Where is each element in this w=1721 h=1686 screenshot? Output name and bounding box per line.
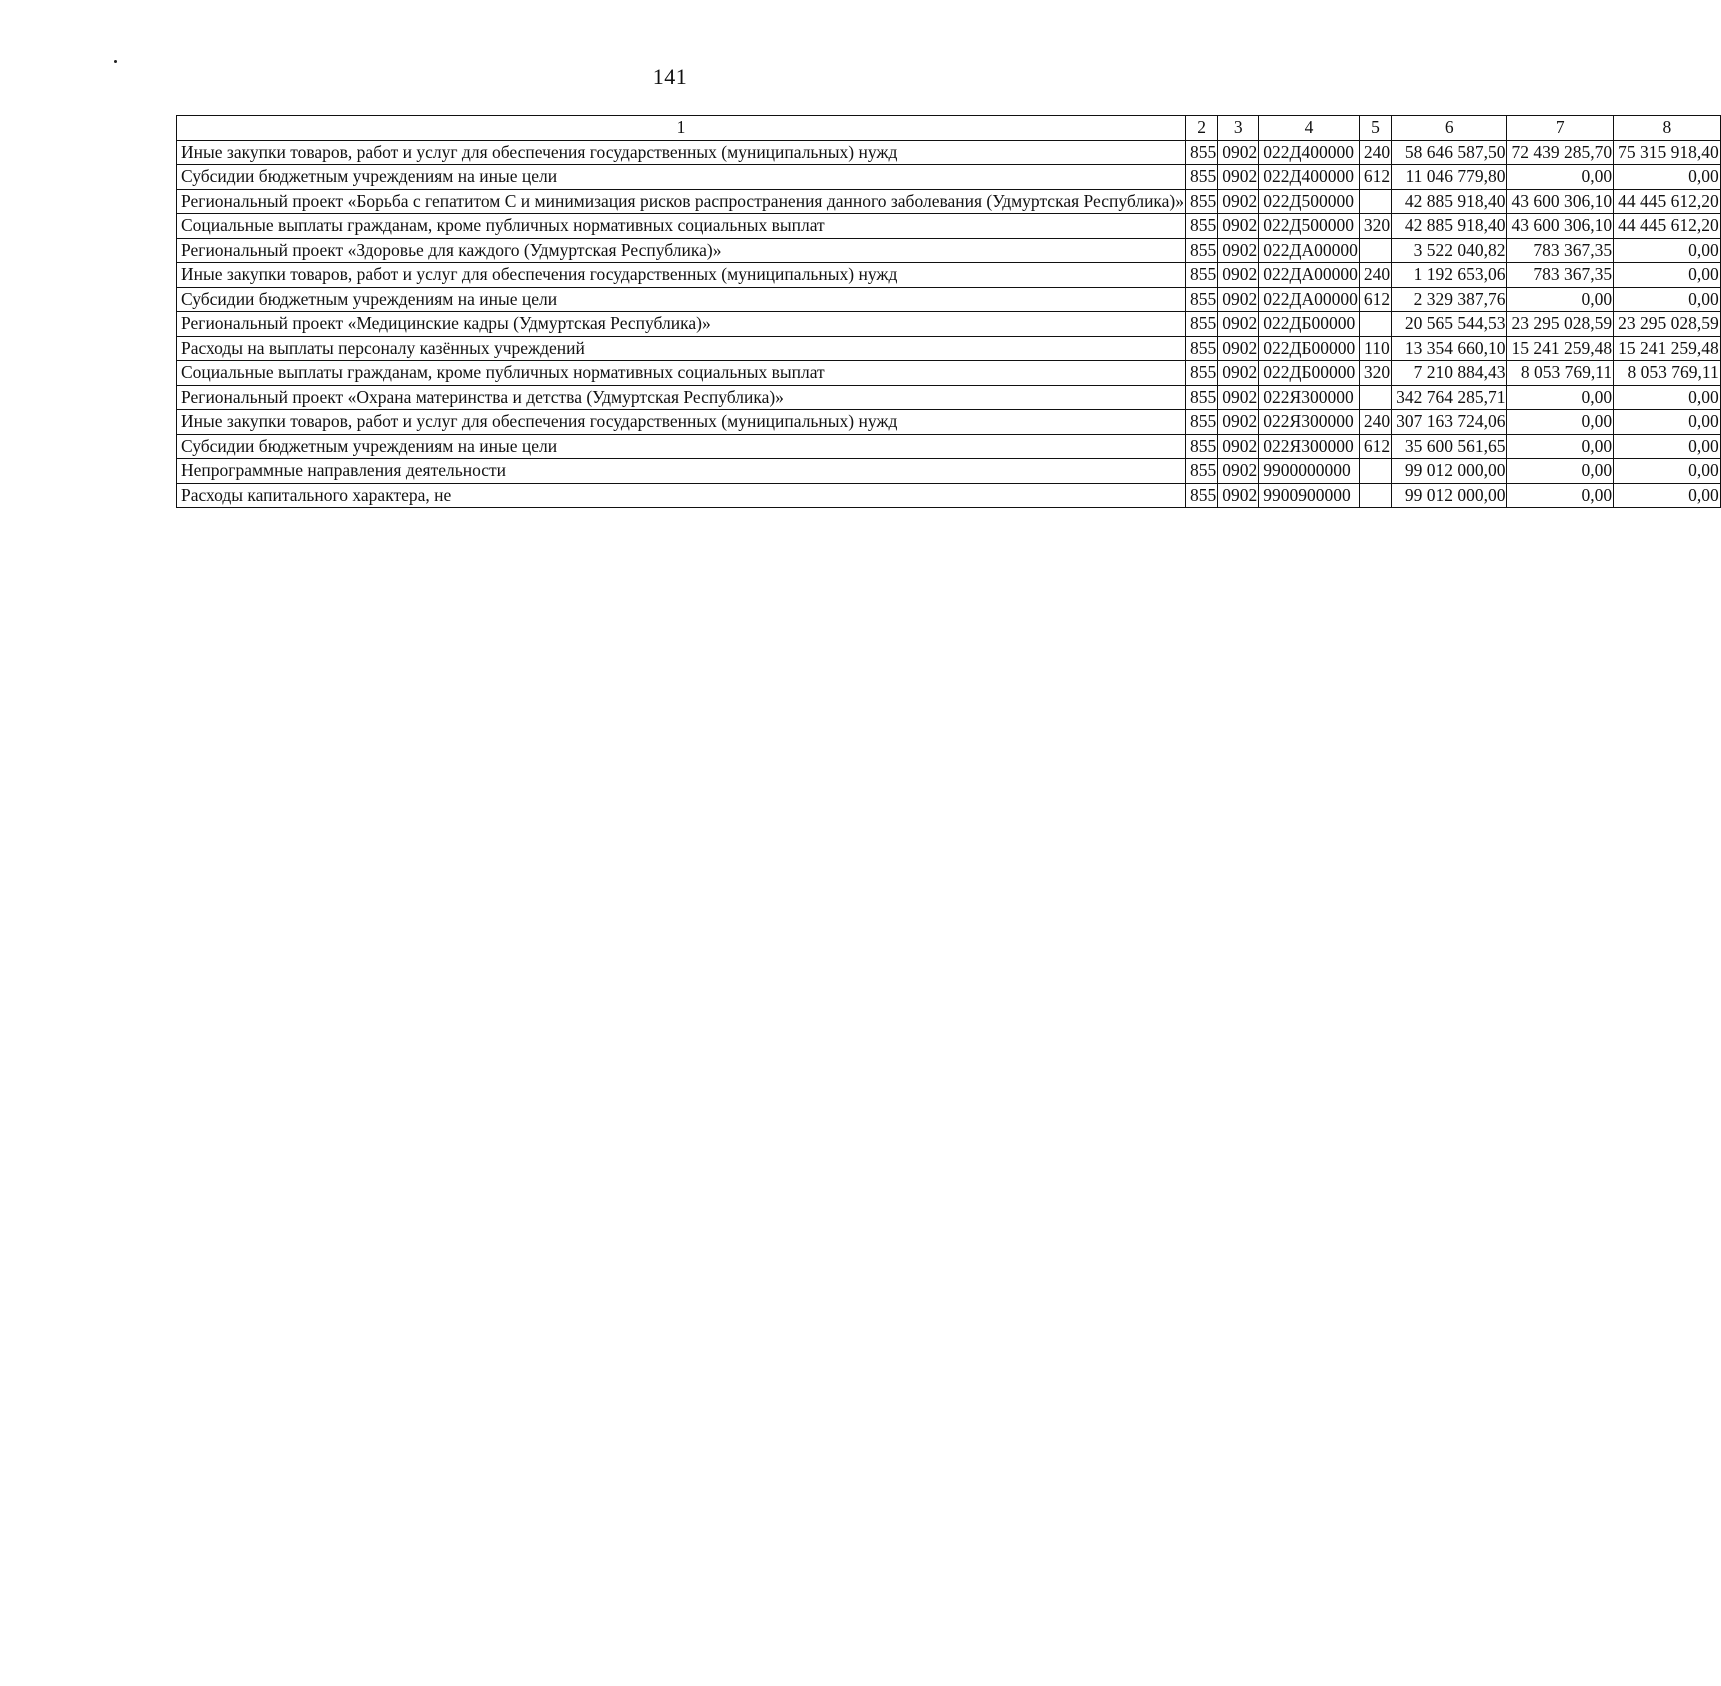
row-expense-type	[1359, 189, 1391, 214]
row-section-code: 0902	[1218, 238, 1259, 263]
table-row	[177, 287, 1721, 312]
row-ministry-code: 855	[1186, 263, 1218, 288]
table-row	[177, 263, 1721, 288]
row-expense-type: 110	[1359, 336, 1391, 361]
table-row	[177, 483, 1721, 508]
row-expense-type	[1359, 483, 1391, 508]
row-amount-6: 2 329 387,76	[1392, 287, 1507, 312]
row-section-code: 0902	[1218, 336, 1259, 361]
row-section-code: 0902	[1218, 189, 1259, 214]
row-ministry-code: 855	[1186, 214, 1218, 239]
row-amount-6: 307 163 724,06	[1392, 410, 1507, 435]
row-amount-7: 23 295 028,59	[1507, 312, 1614, 337]
page-number: 141	[652, 64, 688, 89]
row-amount-8: 0,00	[1614, 287, 1721, 312]
row-amount-6: 99 012 000,00	[1392, 483, 1507, 508]
row-amount-8: 0,00	[1614, 459, 1721, 484]
scan-dot	[114, 60, 117, 63]
row-section-code: 0902	[1218, 459, 1259, 484]
row-amount-7: 0,00	[1507, 287, 1614, 312]
row-amount-6: 13 354 660,10	[1392, 336, 1507, 361]
row-ministry-code: 855	[1186, 361, 1218, 386]
table-row	[177, 385, 1721, 410]
row-amount-8: 0,00	[1614, 483, 1721, 508]
row-section-code: 0902	[1218, 312, 1259, 337]
row-target-code: 022Я300000	[1259, 410, 1360, 435]
table-row	[177, 140, 1721, 165]
row-amount-7: 15 241 259,48	[1507, 336, 1614, 361]
table-row	[177, 459, 1721, 484]
row-amount-7: 72 439 285,70	[1507, 140, 1614, 165]
row-ministry-code: 855	[1186, 483, 1218, 508]
header-col-8: 8	[1614, 116, 1721, 141]
row-amount-8: 0,00	[1614, 263, 1721, 288]
row-amount-6: 99 012 000,00	[1392, 459, 1507, 484]
row-target-code: 022Я300000	[1259, 385, 1360, 410]
row-target-code: 022ДА00000	[1259, 238, 1360, 263]
row-amount-6: 7 210 884,43	[1392, 361, 1507, 386]
row-amount-7: 0,00	[1507, 410, 1614, 435]
row-expense-type: 240	[1359, 410, 1391, 435]
row-section-code: 0902	[1218, 361, 1259, 386]
row-amount-6: 342 764 285,71	[1392, 385, 1507, 410]
row-section-code: 0902	[1218, 434, 1259, 459]
row-amount-6: 20 565 544,53	[1392, 312, 1507, 337]
row-ministry-code: 855	[1186, 165, 1218, 190]
row-amount-8: 23 295 028,59	[1614, 312, 1721, 337]
row-amount-6: 35 600 561,65	[1392, 434, 1507, 459]
row-target-code: 022ДА00000	[1259, 287, 1360, 312]
row-section-code: 0902	[1218, 165, 1259, 190]
row-amount-6: 58 646 587,50	[1392, 140, 1507, 165]
row-amount-7: 0,00	[1507, 483, 1614, 508]
header-col-4: 4	[1259, 116, 1360, 141]
row-name: Региональный проект «Здоровье для каждого (Удмуртская Республика)»	[177, 238, 1186, 263]
row-expense-type: 612	[1359, 165, 1391, 190]
row-amount-8: 8 053 769,11	[1614, 361, 1721, 386]
row-target-code: 022Д400000	[1259, 165, 1360, 190]
row-target-code: 022Д500000	[1259, 214, 1360, 239]
row-target-code: 022ДА00000	[1259, 263, 1360, 288]
row-section-code: 0902	[1218, 263, 1259, 288]
table-row	[177, 434, 1721, 459]
row-name: Расходы на выплаты персоналу казённых учреждений	[177, 336, 1186, 361]
row-target-code: 9900000000	[1259, 459, 1360, 484]
row-amount-8: 0,00	[1614, 410, 1721, 435]
row-name: Иные закупки товаров, работ и услуг для обеспечения государственных (муниципальных) нужд	[177, 410, 1186, 435]
table-body	[177, 140, 1721, 508]
row-amount-7: 43 600 306,10	[1507, 189, 1614, 214]
row-ministry-code: 855	[1186, 385, 1218, 410]
row-expense-type	[1359, 238, 1391, 263]
row-expense-type: 320	[1359, 361, 1391, 386]
row-expense-type: 612	[1359, 434, 1391, 459]
row-ministry-code: 855	[1186, 238, 1218, 263]
row-target-code: 022Д400000	[1259, 140, 1360, 165]
header-col-1: 1	[177, 116, 1186, 141]
row-ministry-code: 855	[1186, 189, 1218, 214]
budget-table	[176, 115, 1721, 508]
row-amount-7: 783 367,35	[1507, 238, 1614, 263]
row-name: Иные закупки товаров, работ и услуг для обеспечения государственных (муниципальных) нужд	[177, 263, 1186, 288]
row-section-code: 0902	[1218, 214, 1259, 239]
row-ministry-code: 855	[1186, 140, 1218, 165]
table-row	[177, 238, 1721, 263]
row-amount-6: 42 885 918,40	[1392, 214, 1507, 239]
row-amount-7: 0,00	[1507, 385, 1614, 410]
row-amount-7: 0,00	[1507, 165, 1614, 190]
table-row	[177, 312, 1721, 337]
row-amount-6: 42 885 918,40	[1392, 189, 1507, 214]
row-name: Непрограммные направления деятельности	[177, 459, 1186, 484]
row-target-code: 022ДБ00000	[1259, 312, 1360, 337]
table-row	[177, 165, 1721, 190]
table-row	[177, 214, 1721, 239]
row-amount-8: 0,00	[1614, 385, 1721, 410]
row-amount-8: 44 445 612,20	[1614, 214, 1721, 239]
header-row	[177, 116, 1721, 141]
row-expense-type: 612	[1359, 287, 1391, 312]
row-amount-6: 11 046 779,80	[1392, 165, 1507, 190]
row-section-code: 0902	[1218, 483, 1259, 508]
row-expense-type: 240	[1359, 263, 1391, 288]
row-name: Региональный проект «Борьба с гепатитом С и минимизация рисков распространения данного заболевания (Удмуртская Республика)»	[177, 189, 1186, 214]
row-amount-8: 0,00	[1614, 434, 1721, 459]
row-amount-8: 15 241 259,48	[1614, 336, 1721, 361]
table-row	[177, 361, 1721, 386]
row-ministry-code: 855	[1186, 312, 1218, 337]
header-col-5: 5	[1359, 116, 1391, 141]
row-name: Расходы капитального характера, не	[177, 483, 1186, 508]
row-amount-8: 0,00	[1614, 238, 1721, 263]
row-name: Региональный проект «Охрана материнства и детства (Удмуртская Республика)»	[177, 385, 1186, 410]
row-section-code: 0902	[1218, 140, 1259, 165]
row-amount-8: 75 315 918,40	[1614, 140, 1721, 165]
row-ministry-code: 855	[1186, 336, 1218, 361]
row-name: Социальные выплаты гражданам, кроме публичных нормативных социальных выплат	[177, 361, 1186, 386]
row-name: Социальные выплаты гражданам, кроме публичных нормативных социальных выплат	[177, 214, 1186, 239]
row-amount-8: 44 445 612,20	[1614, 189, 1721, 214]
header-col-6: 6	[1392, 116, 1507, 141]
row-target-code: 9900900000	[1259, 483, 1360, 508]
row-ministry-code: 855	[1186, 434, 1218, 459]
row-ministry-code: 855	[1186, 410, 1218, 435]
table-row	[177, 189, 1721, 214]
row-amount-8: 0,00	[1614, 165, 1721, 190]
row-amount-7: 783 367,35	[1507, 263, 1614, 288]
row-target-code: 022ДБ00000	[1259, 336, 1360, 361]
header-col-2: 2	[1186, 116, 1218, 141]
table-row	[177, 336, 1721, 361]
header-col-7: 7	[1507, 116, 1614, 141]
row-amount-7: 43 600 306,10	[1507, 214, 1614, 239]
row-expense-type: 320	[1359, 214, 1391, 239]
row-name: Субсидии бюджетным учреждениям на иные цели	[177, 287, 1186, 312]
row-section-code: 0902	[1218, 287, 1259, 312]
row-name: Региональный проект «Медицинские кадры (Удмуртская Республика)»	[177, 312, 1186, 337]
row-name: Субсидии бюджетным учреждениям на иные цели	[177, 165, 1186, 190]
row-ministry-code: 855	[1186, 459, 1218, 484]
row-name: Иные закупки товаров, работ и услуг для обеспечения государственных (муниципальных) нужд	[177, 140, 1186, 165]
row-amount-7: 0,00	[1507, 434, 1614, 459]
row-expense-type	[1359, 385, 1391, 410]
table-row	[177, 410, 1721, 435]
row-amount-7: 0,00	[1507, 459, 1614, 484]
row-ministry-code: 855	[1186, 287, 1218, 312]
row-amount-7: 8 053 769,11	[1507, 361, 1614, 386]
row-amount-6: 3 522 040,82	[1392, 238, 1507, 263]
row-target-code: 022Я300000	[1259, 434, 1360, 459]
row-amount-6: 1 192 653,06	[1392, 263, 1507, 288]
row-expense-type	[1359, 312, 1391, 337]
row-section-code: 0902	[1218, 410, 1259, 435]
header-col-3: 3	[1218, 116, 1259, 141]
row-expense-type: 240	[1359, 140, 1391, 165]
row-target-code: 022Д500000	[1259, 189, 1360, 214]
row-name: Субсидии бюджетным учреждениям на иные цели	[177, 434, 1186, 459]
row-target-code: 022ДБ00000	[1259, 361, 1360, 386]
row-section-code: 0902	[1218, 385, 1259, 410]
row-expense-type	[1359, 459, 1391, 484]
